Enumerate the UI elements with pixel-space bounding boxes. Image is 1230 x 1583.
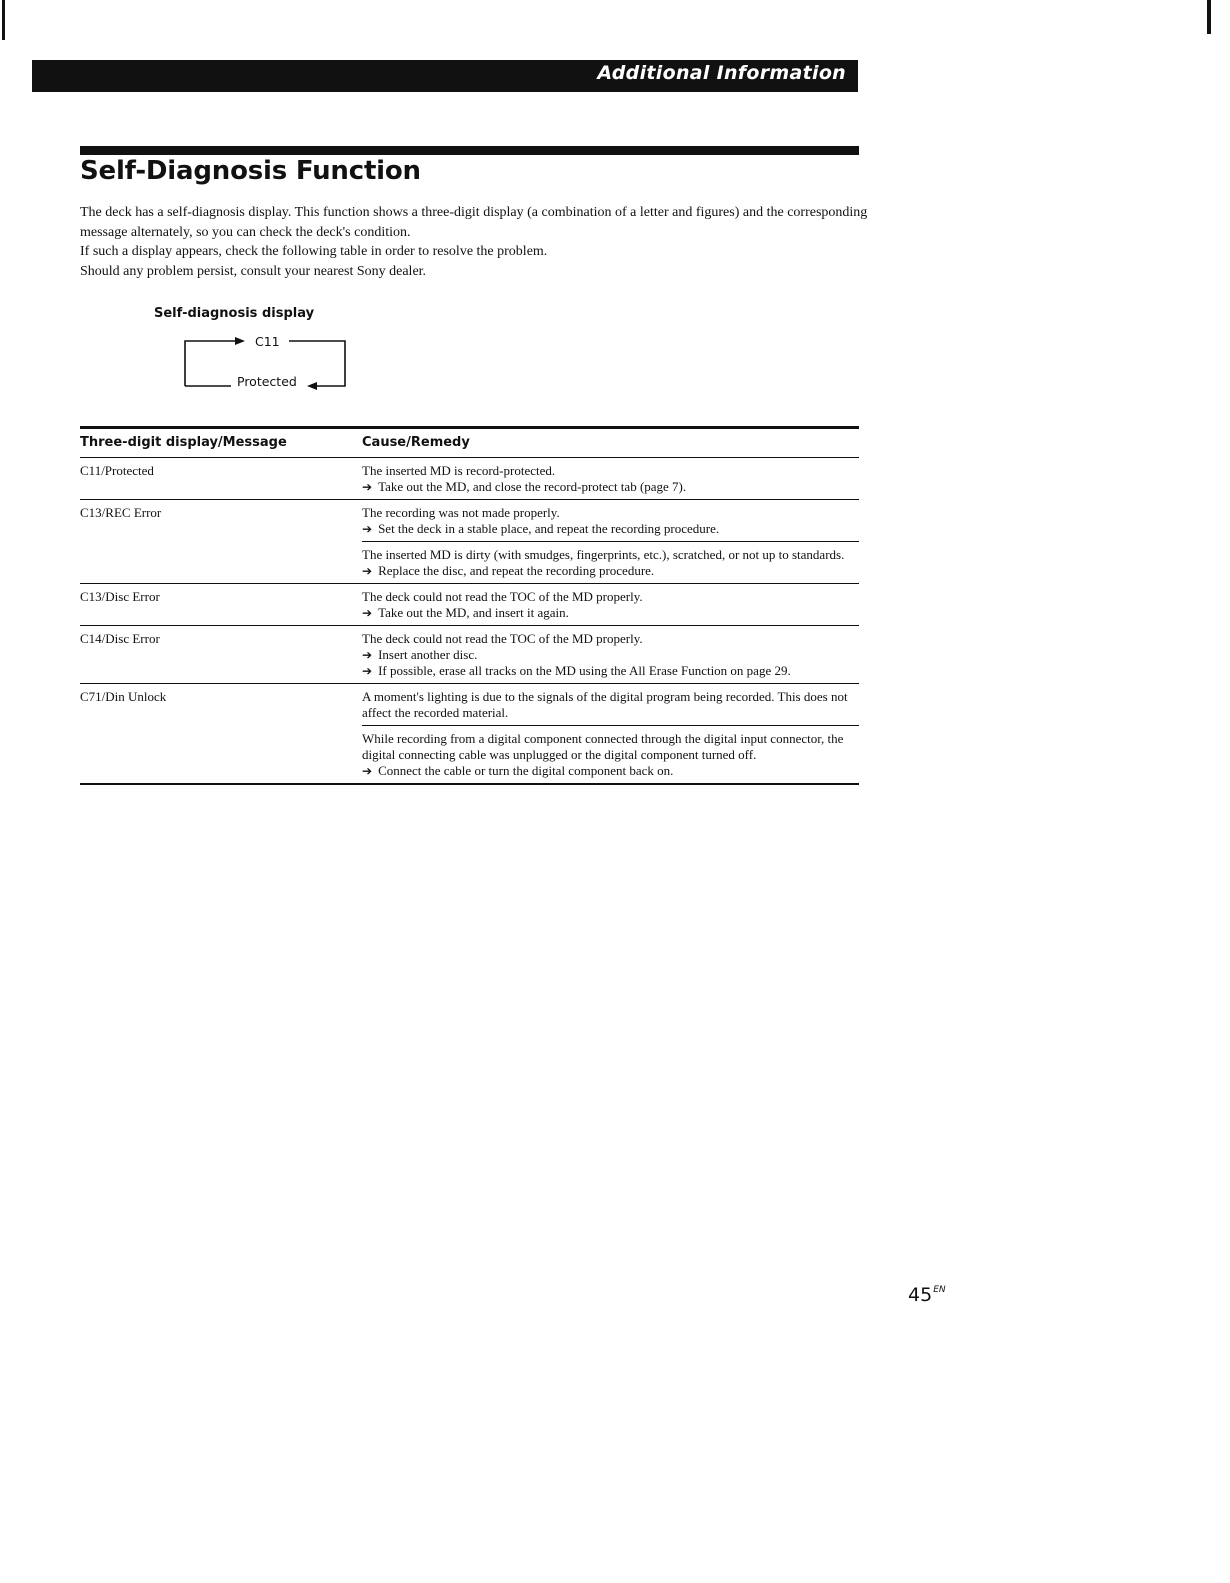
header-bar: [32, 60, 858, 92]
display-message: C14/Disc Error: [80, 631, 160, 646]
table-body: [80, 458, 859, 785]
display-message: C71/Din Unlock: [80, 689, 167, 704]
table-row: [80, 684, 859, 785]
remedy-text: ➔ If possible, erase all tracks on the MD using the All Erase Function on page 29.: [362, 663, 859, 679]
cause-block: [362, 584, 859, 625]
cause-block: [362, 725, 859, 783]
diagnosis-table: [80, 426, 859, 785]
page-number: [908, 1284, 946, 1306]
cause-block: [362, 684, 859, 725]
display-message: C13/REC Error: [80, 505, 162, 520]
diagram-message: Protected: [237, 374, 297, 389]
diagram-label: Self-diagnosis display: [154, 306, 315, 321]
remedy-text: ➔ Connect the cable or turn the digital component back on.: [362, 763, 859, 779]
cause-text: The inserted MD is dirty (with smudges, fingerprints, etc.), scratched, or not up to standards.: [362, 547, 845, 562]
page-edge-mark-right: [1207, 0, 1211, 34]
cause-remedy-cell: [362, 584, 859, 625]
remedy-text: ➔ Take out the MD, and close the record-protect tab (page 7).: [362, 479, 859, 495]
remedy-text: ➔ Replace the disc, and repeat the recording procedure.: [362, 563, 859, 579]
table-row: [80, 458, 859, 500]
cause-text: The deck could not read the TOC of the MD properly.: [362, 589, 643, 604]
header-title: Additional Information: [597, 62, 846, 84]
cause-text: The deck could not read the TOC of the MD properly.: [362, 631, 643, 646]
header-cause: Cause/Remedy: [362, 435, 470, 450]
section-title: Self-Diagnosis Function: [80, 156, 421, 186]
cause-block: [362, 626, 859, 683]
remedy-text: ➔ Take out the MD, and insert it again.: [362, 605, 859, 621]
intro-paragraph: If such a display appears, check the following table in order to resolve the problem.: [80, 244, 548, 259]
page-number-value: 45: [908, 1284, 933, 1306]
display-message: C13/Disc Error: [80, 589, 160, 604]
table-row: [80, 584, 859, 626]
table-header: [80, 429, 859, 458]
diagram-code: C11: [255, 334, 280, 349]
cause-block: [362, 500, 859, 541]
remedy-text: ➔ Set the deck in a stable place, and repeat the recording procedure.: [362, 521, 859, 537]
cause-remedy-cell: [362, 458, 859, 499]
cause-remedy-cell: [362, 684, 859, 783]
cause-text: A moment's lighting is due to the signals of the digital program being recorded. This does not affect the recorded material.: [362, 689, 848, 720]
cause-remedy-cell: [362, 626, 859, 683]
remedy-text: ➔ Insert another disc.: [362, 647, 859, 663]
intro-paragraph: Should any problem persist, consult your nearest Sony dealer.: [80, 263, 427, 279]
section-rule: [80, 146, 859, 155]
table-row: [80, 500, 859, 584]
table-row: [80, 626, 859, 684]
display-message: C11/Protected: [80, 463, 154, 478]
cause-text: The inserted MD is record-protected.: [362, 463, 556, 478]
intro-paragraph: The deck has a self-diagnosis display. This function shows a three-digit display (a combination of a letter and figures) and the corresponding message alternately, so you can check the deck's condition.: [80, 205, 868, 240]
page-edge-mark-left: [2, 0, 5, 40]
cause-block: [362, 541, 859, 583]
cause-text: While recording from a digital component connected through the digital input connector, the digital connecting cable was unplugged or the digital component turned off.: [362, 731, 844, 762]
page-language-suffix: EN: [933, 1285, 946, 1295]
header-message: Three-digit display/Message: [80, 435, 287, 450]
intro-text: [80, 203, 870, 281]
cause-block: [362, 458, 859, 499]
cause-text: The recording was not made properly.: [362, 505, 560, 520]
cause-remedy-cell: [362, 500, 859, 583]
